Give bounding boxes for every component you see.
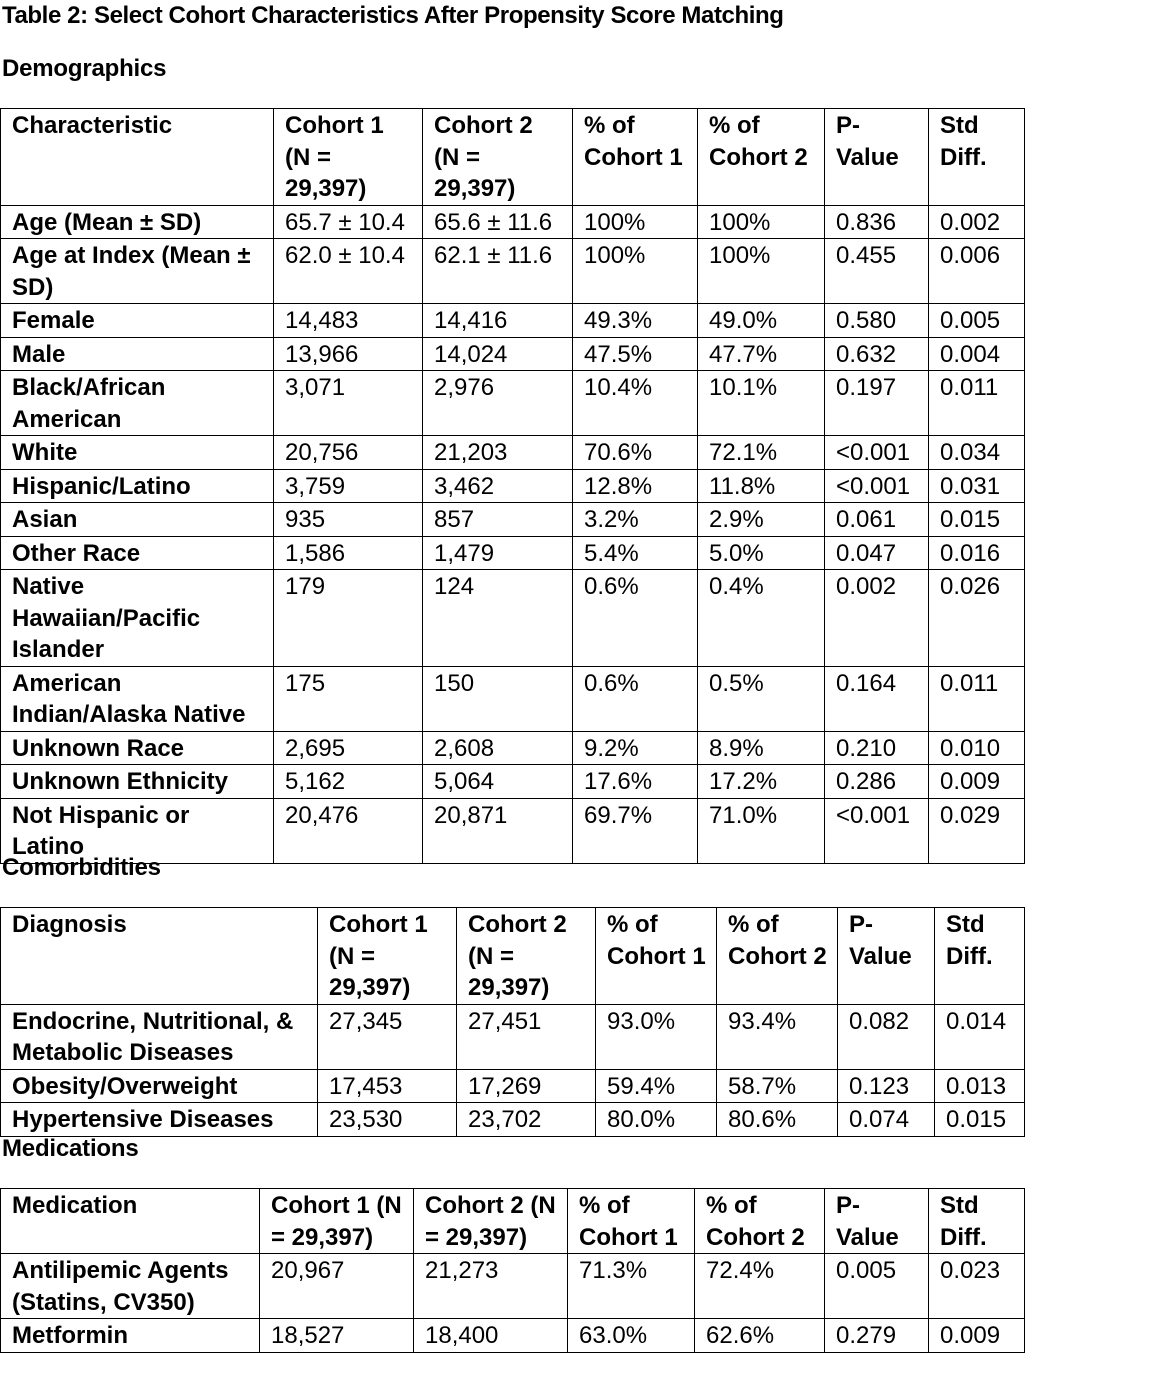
cell-of-cohort-1: 3.2% bbox=[573, 503, 698, 537]
cell-of-cohort-2: 100% bbox=[698, 239, 825, 304]
table-row-unknown-race bbox=[1, 731, 1025, 765]
cell-of-cohort-2: 47.7% bbox=[698, 337, 825, 371]
cell-p-value: 0.286 bbox=[825, 765, 929, 799]
cell-of-cohort-1: 0.6% bbox=[573, 570, 698, 667]
cell-std-diff: 0.026 bbox=[929, 570, 1025, 667]
cell-cohort-1-n-29-397: 13,966 bbox=[274, 337, 423, 371]
cell-p-value: 0.455 bbox=[825, 239, 929, 304]
cell-of-cohort-1: 0.6% bbox=[573, 666, 698, 731]
row-label: Female bbox=[1, 304, 274, 338]
table-row-other-race bbox=[1, 536, 1025, 570]
column-header-std-diff: Std Diff. bbox=[929, 1189, 1025, 1254]
cell-cohort-2-n-29-397: 124 bbox=[423, 570, 573, 667]
row-label: Hypertensive Diseases bbox=[1, 1103, 318, 1137]
cell-cohort-1-n-29-397: 17,453 bbox=[318, 1069, 457, 1103]
cell-std-diff: 0.013 bbox=[935, 1069, 1025, 1103]
cell-of-cohort-2: 58.7% bbox=[717, 1069, 838, 1103]
cell-p-value: 0.632 bbox=[825, 337, 929, 371]
row-label: Endocrine, Nutritional, & Metabolic Diseases bbox=[1, 1004, 318, 1069]
row-label: Obesity/Overweight bbox=[1, 1069, 318, 1103]
table-row-age-at-index-mean-sd bbox=[1, 239, 1025, 304]
cell-cohort-1-n-29-397: 20,756 bbox=[274, 436, 423, 470]
row-label: Not Hispanic or Latino bbox=[1, 798, 274, 863]
cell-of-cohort-2: 71.0% bbox=[698, 798, 825, 863]
section-heading-comorbidities: Comorbidities bbox=[2, 854, 161, 881]
cell-p-value: <0.001 bbox=[825, 798, 929, 863]
cell-of-cohort-1: 69.7% bbox=[573, 798, 698, 863]
column-header-of-cohort-2: % of Cohort 2 bbox=[717, 908, 838, 1005]
cell-cohort-2-n-29-397: 23,702 bbox=[457, 1103, 596, 1137]
row-label: Age (Mean ± SD) bbox=[1, 205, 274, 239]
medications-table bbox=[0, 1188, 1025, 1353]
comorbidities-table bbox=[0, 907, 1025, 1137]
cell-cohort-2-n-29-397: 18,400 bbox=[414, 1319, 568, 1353]
column-header-characteristic: Characteristic bbox=[1, 109, 274, 206]
table-row-white bbox=[1, 436, 1025, 470]
cell-of-cohort-1: 17.6% bbox=[573, 765, 698, 799]
cell-cohort-2-n-29-397: 5,064 bbox=[423, 765, 573, 799]
row-label: Unknown Ethnicity bbox=[1, 765, 274, 799]
cell-std-diff: 0.011 bbox=[929, 371, 1025, 436]
cell-cohort-1-n-29-397: 65.7 ± 10.4 bbox=[274, 205, 423, 239]
table-row-american-indian-alaska-native bbox=[1, 666, 1025, 731]
column-header-of-cohort-1: % of Cohort 1 bbox=[596, 908, 717, 1005]
cell-of-cohort-2: 93.4% bbox=[717, 1004, 838, 1069]
cell-of-cohort-1: 47.5% bbox=[573, 337, 698, 371]
column-header-of-cohort-2: % of Cohort 2 bbox=[698, 109, 825, 206]
cell-of-cohort-2: 100% bbox=[698, 205, 825, 239]
cell-of-cohort-1: 93.0% bbox=[596, 1004, 717, 1069]
cell-cohort-1-n-29-397: 175 bbox=[274, 666, 423, 731]
cell-cohort-1-n-29-397: 1,586 bbox=[274, 536, 423, 570]
column-header-cohort-1-n-29-397: Cohort 1 (N = 29,397) bbox=[260, 1189, 414, 1254]
table-row-metformin bbox=[1, 1319, 1025, 1353]
cell-cohort-2-n-29-397: 2,976 bbox=[423, 371, 573, 436]
cell-std-diff: 0.034 bbox=[929, 436, 1025, 470]
cell-cohort-2-n-29-397: 17,269 bbox=[457, 1069, 596, 1103]
cell-std-diff: 0.014 bbox=[935, 1004, 1025, 1069]
cell-of-cohort-2: 80.6% bbox=[717, 1103, 838, 1137]
row-label: Male bbox=[1, 337, 274, 371]
table-title: Table 2: Select Cohort Characteristics After Propensity Score Matching bbox=[2, 2, 784, 29]
table-row-male bbox=[1, 337, 1025, 371]
column-header-cohort-2-n-29-397: Cohort 2 (N = 29,397) bbox=[423, 109, 573, 206]
cell-of-cohort-2: 49.0% bbox=[698, 304, 825, 338]
table-row-hypertensive-diseases bbox=[1, 1103, 1025, 1137]
cell-of-cohort-1: 100% bbox=[573, 205, 698, 239]
column-header-cohort-1-n-29-397: Cohort 1 (N = 29,397) bbox=[318, 908, 457, 1005]
row-label: Black/African American bbox=[1, 371, 274, 436]
cell-of-cohort-1: 10.4% bbox=[573, 371, 698, 436]
cell-p-value: 0.210 bbox=[825, 731, 929, 765]
cell-p-value: 0.836 bbox=[825, 205, 929, 239]
cell-std-diff: 0.029 bbox=[929, 798, 1025, 863]
cell-of-cohort-2: 0.5% bbox=[698, 666, 825, 731]
cell-p-value: 0.061 bbox=[825, 503, 929, 537]
column-header-cohort-2-n-29-397: Cohort 2 (N = 29,397) bbox=[414, 1189, 568, 1254]
cell-p-value: 0.005 bbox=[825, 1254, 929, 1319]
cell-cohort-2-n-29-397: 14,024 bbox=[423, 337, 573, 371]
cell-of-cohort-2: 8.9% bbox=[698, 731, 825, 765]
cell-cohort-2-n-29-397: 2,608 bbox=[423, 731, 573, 765]
cell-cohort-2-n-29-397: 21,273 bbox=[414, 1254, 568, 1319]
cell-std-diff: 0.023 bbox=[929, 1254, 1025, 1319]
cell-std-diff: 0.004 bbox=[929, 337, 1025, 371]
cell-of-cohort-1: 59.4% bbox=[596, 1069, 717, 1103]
cell-std-diff: 0.011 bbox=[929, 666, 1025, 731]
cell-of-cohort-1: 80.0% bbox=[596, 1103, 717, 1137]
cell-p-value: 0.082 bbox=[838, 1004, 935, 1069]
cell-of-cohort-1: 70.6% bbox=[573, 436, 698, 470]
column-header-p-value: P-Value bbox=[825, 1189, 929, 1254]
cell-std-diff: 0.015 bbox=[929, 503, 1025, 537]
cell-cohort-2-n-29-397: 65.6 ± 11.6 bbox=[423, 205, 573, 239]
section-heading-demographics: Demographics bbox=[2, 55, 167, 82]
column-header-cohort-1-n-29-397: Cohort 1 (N = 29,397) bbox=[274, 109, 423, 206]
cell-p-value: 0.123 bbox=[838, 1069, 935, 1103]
cell-std-diff: 0.009 bbox=[929, 1319, 1025, 1353]
cell-of-cohort-1: 49.3% bbox=[573, 304, 698, 338]
cell-std-diff: 0.015 bbox=[935, 1103, 1025, 1137]
column-header-std-diff: Std Diff. bbox=[935, 908, 1025, 1005]
row-label: Hispanic/Latino bbox=[1, 469, 274, 503]
cell-std-diff: 0.031 bbox=[929, 469, 1025, 503]
header-row bbox=[1, 908, 1025, 1005]
cell-std-diff: 0.006 bbox=[929, 239, 1025, 304]
table-row-black-african-american bbox=[1, 371, 1025, 436]
cell-of-cohort-2: 62.6% bbox=[695, 1319, 825, 1353]
cell-cohort-2-n-29-397: 27,451 bbox=[457, 1004, 596, 1069]
cell-cohort-2-n-29-397: 150 bbox=[423, 666, 573, 731]
cell-p-value: <0.001 bbox=[825, 469, 929, 503]
row-label: Other Race bbox=[1, 536, 274, 570]
cell-cohort-2-n-29-397: 62.1 ± 11.6 bbox=[423, 239, 573, 304]
table-row-hispanic-latino bbox=[1, 469, 1025, 503]
table-row-asian bbox=[1, 503, 1025, 537]
cell-std-diff: 0.002 bbox=[929, 205, 1025, 239]
cell-of-cohort-2: 72.4% bbox=[695, 1254, 825, 1319]
cell-of-cohort-2: 5.0% bbox=[698, 536, 825, 570]
cell-cohort-1-n-29-397: 3,071 bbox=[274, 371, 423, 436]
cell-of-cohort-2: 72.1% bbox=[698, 436, 825, 470]
cell-cohort-1-n-29-397: 3,759 bbox=[274, 469, 423, 503]
cell-cohort-1-n-29-397: 27,345 bbox=[318, 1004, 457, 1069]
cell-cohort-1-n-29-397: 935 bbox=[274, 503, 423, 537]
cell-cohort-1-n-29-397: 179 bbox=[274, 570, 423, 667]
cell-of-cohort-1: 100% bbox=[573, 239, 698, 304]
cell-std-diff: 0.010 bbox=[929, 731, 1025, 765]
cell-of-cohort-1: 63.0% bbox=[568, 1319, 695, 1353]
demographics-table bbox=[0, 108, 1025, 864]
table-row-obesity-overweight bbox=[1, 1069, 1025, 1103]
column-header-diagnosis: Diagnosis bbox=[1, 908, 318, 1005]
column-header-medication: Medication bbox=[1, 1189, 260, 1254]
column-header-std-diff: Std Diff. bbox=[929, 109, 1025, 206]
table-row-unknown-ethnicity bbox=[1, 765, 1025, 799]
row-label: White bbox=[1, 436, 274, 470]
table-row-age-mean-sd bbox=[1, 205, 1025, 239]
cell-p-value: 0.074 bbox=[838, 1103, 935, 1137]
cell-p-value: 0.580 bbox=[825, 304, 929, 338]
cell-cohort-2-n-29-397: 3,462 bbox=[423, 469, 573, 503]
header-row bbox=[1, 109, 1025, 206]
cell-of-cohort-1: 71.3% bbox=[568, 1254, 695, 1319]
cell-p-value: 0.197 bbox=[825, 371, 929, 436]
cell-of-cohort-1: 12.8% bbox=[573, 469, 698, 503]
cell-p-value: <0.001 bbox=[825, 436, 929, 470]
cell-of-cohort-2: 2.9% bbox=[698, 503, 825, 537]
row-label: Asian bbox=[1, 503, 274, 537]
cell-cohort-1-n-29-397: 18,527 bbox=[260, 1319, 414, 1353]
cell-cohort-1-n-29-397: 20,476 bbox=[274, 798, 423, 863]
cell-cohort-2-n-29-397: 857 bbox=[423, 503, 573, 537]
cell-std-diff: 0.009 bbox=[929, 765, 1025, 799]
cell-of-cohort-2: 0.4% bbox=[698, 570, 825, 667]
cell-cohort-2-n-29-397: 21,203 bbox=[423, 436, 573, 470]
cell-p-value: 0.164 bbox=[825, 666, 929, 731]
column-header-of-cohort-2: % of Cohort 2 bbox=[695, 1189, 825, 1254]
table-row-native-hawaiian-pacific-islander bbox=[1, 570, 1025, 667]
row-label: Native Hawaiian/Pacific Islander bbox=[1, 570, 274, 667]
cell-cohort-1-n-29-397: 2,695 bbox=[274, 731, 423, 765]
cell-cohort-1-n-29-397: 23,530 bbox=[318, 1103, 457, 1137]
header-row bbox=[1, 1189, 1025, 1254]
row-label: American Indian/Alaska Native bbox=[1, 666, 274, 731]
cell-of-cohort-1: 5.4% bbox=[573, 536, 698, 570]
cell-of-cohort-1: 9.2% bbox=[573, 731, 698, 765]
cell-of-cohort-2: 11.8% bbox=[698, 469, 825, 503]
row-label: Antilipemic Agents (Statins, CV350) bbox=[1, 1254, 260, 1319]
table-row-antilipemic-agents-statins-cv350 bbox=[1, 1254, 1025, 1319]
cell-cohort-2-n-29-397: 1,479 bbox=[423, 536, 573, 570]
row-label: Metformin bbox=[1, 1319, 260, 1353]
cell-cohort-1-n-29-397: 14,483 bbox=[274, 304, 423, 338]
cell-std-diff: 0.016 bbox=[929, 536, 1025, 570]
cell-cohort-1-n-29-397: 62.0 ± 10.4 bbox=[274, 239, 423, 304]
column-header-cohort-2-n-29-397: Cohort 2 (N = 29,397) bbox=[457, 908, 596, 1005]
cell-p-value: 0.279 bbox=[825, 1319, 929, 1353]
column-header-of-cohort-1: % of Cohort 1 bbox=[573, 109, 698, 206]
section-heading-medications: Medications bbox=[2, 1135, 139, 1162]
column-header-of-cohort-1: % of Cohort 1 bbox=[568, 1189, 695, 1254]
cell-of-cohort-2: 10.1% bbox=[698, 371, 825, 436]
cell-cohort-2-n-29-397: 20,871 bbox=[423, 798, 573, 863]
table-row-endocrine-nutritional-metabolic-diseases bbox=[1, 1004, 1025, 1069]
cell-of-cohort-2: 17.2% bbox=[698, 765, 825, 799]
row-label: Age at Index (Mean ± SD) bbox=[1, 239, 274, 304]
column-header-p-value: P-Value bbox=[825, 109, 929, 206]
table-row-female bbox=[1, 304, 1025, 338]
cell-cohort-1-n-29-397: 20,967 bbox=[260, 1254, 414, 1319]
cell-p-value: 0.002 bbox=[825, 570, 929, 667]
row-label: Unknown Race bbox=[1, 731, 274, 765]
cell-p-value: 0.047 bbox=[825, 536, 929, 570]
cell-std-diff: 0.005 bbox=[929, 304, 1025, 338]
column-header-p-value: P-Value bbox=[838, 908, 935, 1005]
cell-cohort-1-n-29-397: 5,162 bbox=[274, 765, 423, 799]
cell-cohort-2-n-29-397: 14,416 bbox=[423, 304, 573, 338]
